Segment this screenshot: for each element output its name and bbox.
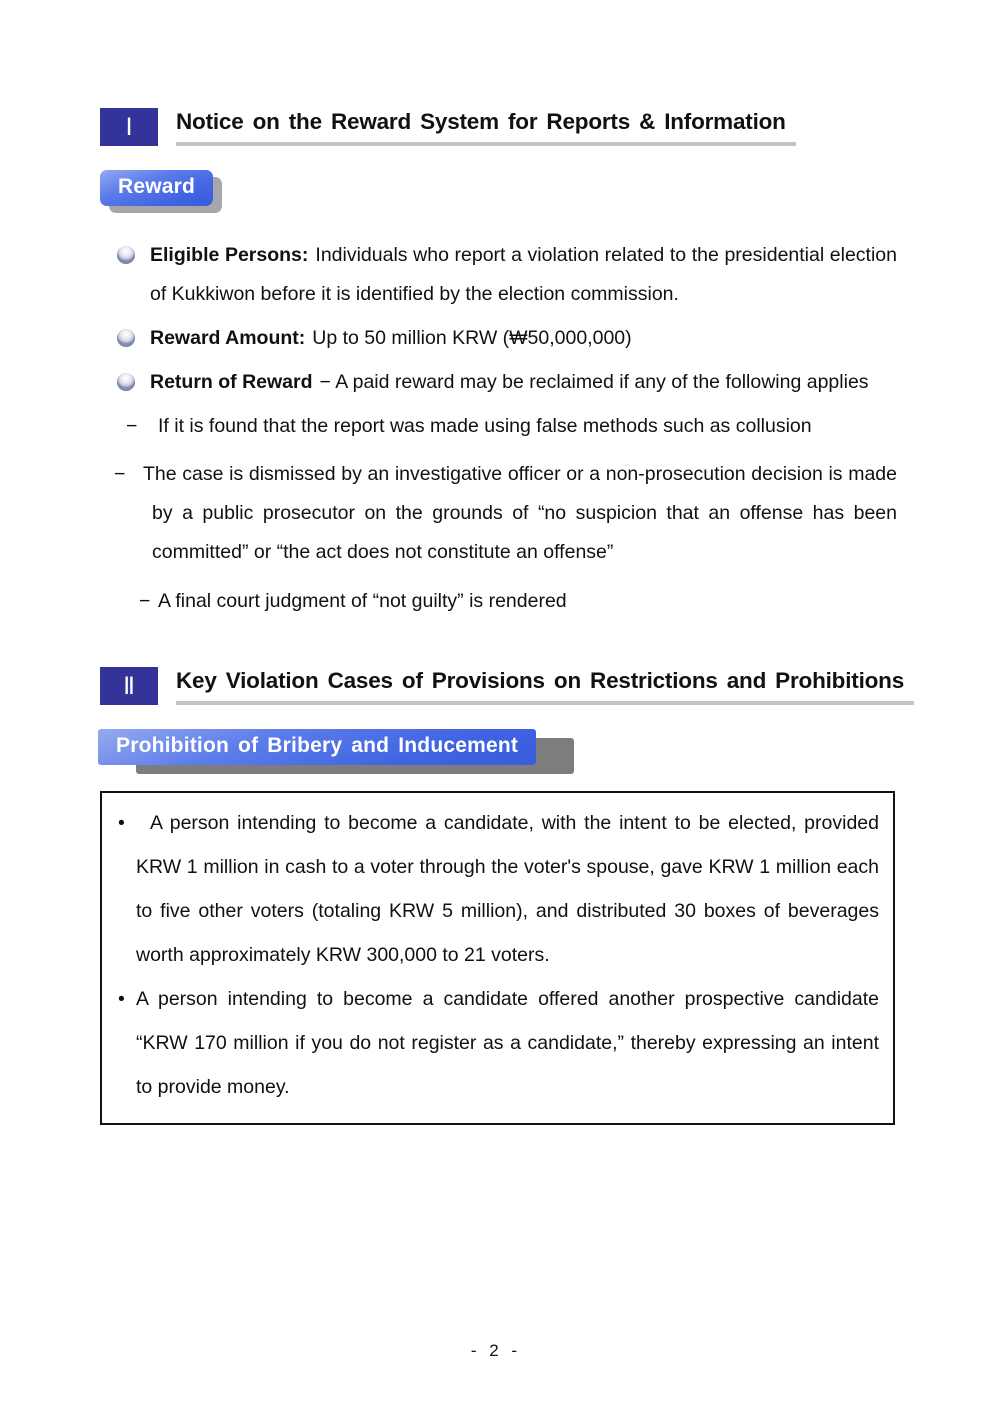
sub-item-text: A final court judgment of “not guilty” is rendered xyxy=(158,590,567,612)
section-2-header xyxy=(100,667,905,705)
section-1-title: Notice on the Reward System for Reports & Information xyxy=(176,109,786,134)
sphere-bullet-icon xyxy=(117,373,135,391)
prohibition-badge: Prohibition of Bribery and Inducement xyxy=(98,729,536,765)
list-item-reward-amount xyxy=(100,319,897,358)
section-2-title-underline xyxy=(176,668,914,705)
sub-item-false-methods xyxy=(100,407,897,446)
section-1-header xyxy=(100,108,897,146)
sub-item-text: The case is dismissed by an investigative officer or a non-prosecution decision is made by a public prosecutor on the grounds of “no suspicion that an offense has been committed” or “the act does not constitute an offense” xyxy=(143,463,897,563)
sphere-bullet-icon xyxy=(117,246,135,264)
dash-bullet: − xyxy=(139,590,151,612)
item-text: Up to 50 million KRW (₩50,000,000) xyxy=(312,327,632,349)
reward-badge: Reward xyxy=(100,170,213,206)
dash-bullet: − xyxy=(126,415,138,437)
section-1-numeral-box: Ⅰ xyxy=(100,108,158,146)
sub-item-case-dismissed xyxy=(100,455,897,572)
case-item-text: A person intending to become a candidate, with the intent to be elected, provided KRW 1 million in cash to a voter through the voter's spouse, gave KRW 1 million each to five other voters (totaling KRW 5 million), and distributed 30 boxes of beverages worth approximately KRW 300,000 to 21 voters. xyxy=(136,812,879,966)
case-item-inducement-offer xyxy=(114,977,879,1109)
dot-bullet: • xyxy=(118,812,125,834)
item-text: Individuals who report a violation related to the presidential election of Kukkiwon before it is identified by the election commission. xyxy=(150,244,898,305)
violation-cases-box xyxy=(100,791,895,1125)
case-item-bribery-cash xyxy=(114,801,879,977)
item-text: − A paid reward may be reclaimed if any of the following applies xyxy=(319,371,869,393)
sub-item-text: If it is found that the report was made using false methods such as collusion xyxy=(158,415,812,437)
section-1-title-underline xyxy=(176,109,796,146)
dot-bullet: • xyxy=(118,988,125,1010)
item-label: Return of Reward xyxy=(150,371,313,393)
item-label: Reward Amount: xyxy=(150,327,306,349)
sphere-bullet-icon xyxy=(117,329,135,347)
item-label: Eligible Persons: xyxy=(150,244,309,266)
dash-bullet: − xyxy=(114,463,126,485)
section-2-title: Key Violation Cases of Provisions on Restrictions and Prohibitions xyxy=(176,668,905,693)
section-2-numeral-box: Ⅱ xyxy=(100,667,158,705)
sub-item-not-guilty xyxy=(100,582,897,621)
list-item-return-of-reward xyxy=(100,363,897,402)
page-number: - 2 - xyxy=(470,1341,522,1360)
case-item-text: A person intending to become a candidate offered another prospective candidate “KRW 170 million if you do not register as a candidate,” thereby expressing an intent to provide money. xyxy=(136,988,879,1098)
section-1-content xyxy=(100,236,897,621)
list-item-eligible-persons xyxy=(100,236,897,314)
